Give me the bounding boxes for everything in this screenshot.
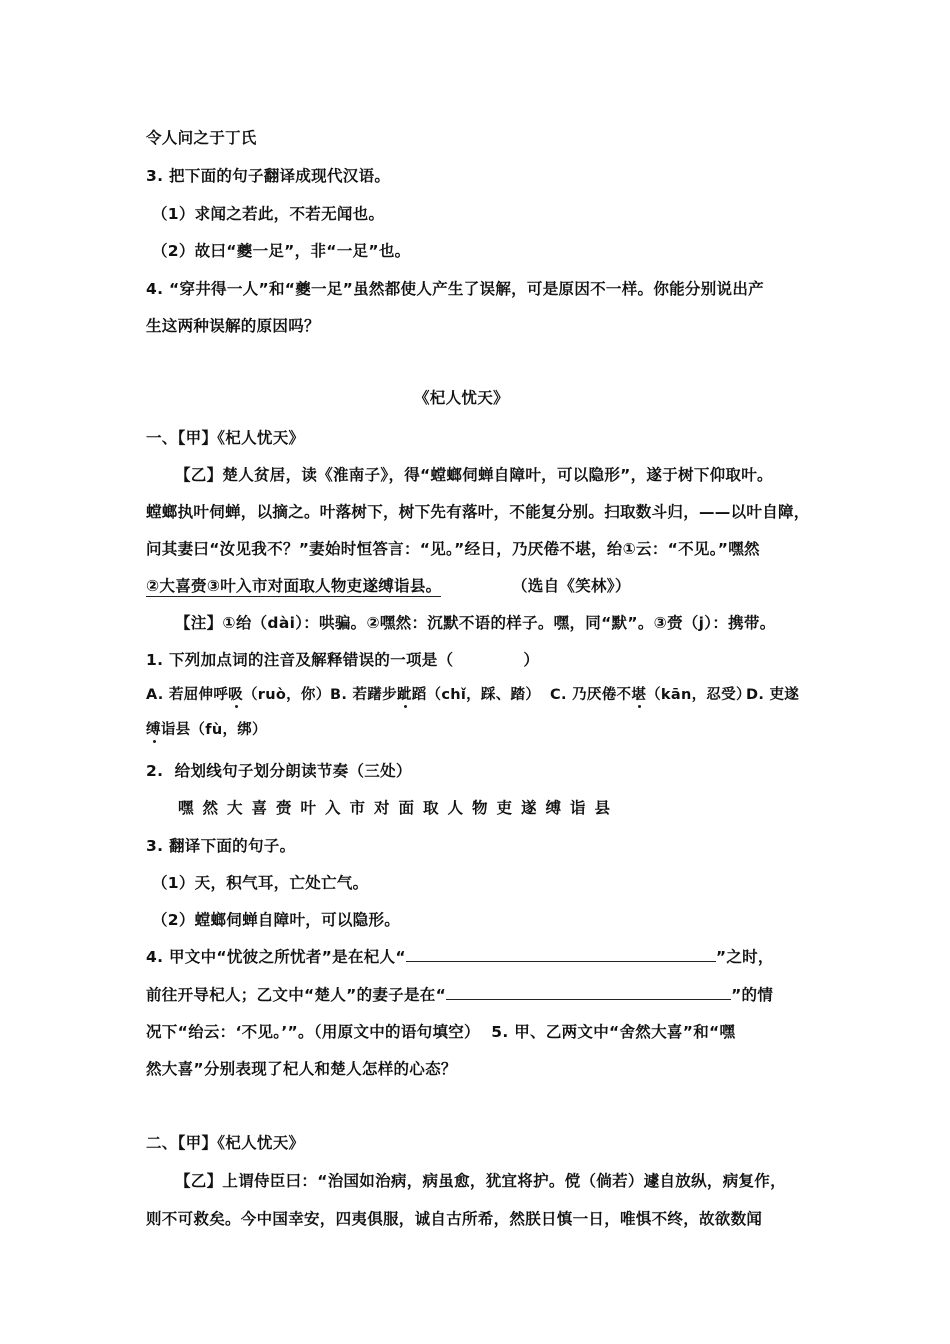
option-d-cont: 缚诣县（fù，绑） — [146, 722, 267, 738]
option-a: A. 若屈伸呼吸（ruò，你） — [146, 687, 331, 703]
option-d: D. 吏遂 — [746, 687, 800, 703]
sentence-2: （2）故曰“夔一足”，非“一足”也。 — [152, 242, 411, 260]
question-1: 1. 下列加点词的注音及解释错误的一项是（ ） — [146, 651, 540, 669]
text-line: 令人问之于丁氏 — [146, 129, 257, 147]
question-4b-cont: 前往开导杞人；乙文中“楚人”的妻子是在“ ”的情 — [146, 986, 774, 1004]
passage-line: ②大喜赍③叶入市对面取人物吏遂缚诣县。 — [146, 577, 442, 595]
question-5-cont: 然大喜”分别表现了杞人和楚人怎样的心态？ — [146, 1060, 457, 1078]
answer-blank[interactable] — [406, 947, 716, 962]
passage-line: 则不可救矣。今中国幸安，四夷俱服，诚自古所希，然朕日慎一日，唯惧不终，故欲数闻 — [146, 1210, 763, 1228]
question-3b: 3. 翻译下面的句子。 — [146, 837, 296, 855]
sentence-2b: （2）螳螂伺蝉自障叶，可以隐形。 — [152, 911, 401, 929]
option-b: B. 若躇步跐蹈（chǐ，踩、踏） — [330, 687, 541, 703]
options-line — [146, 685, 331, 705]
option-c: C. 乃厌倦不堪（kān，忍受） — [550, 687, 751, 703]
section-one-heading: 一、【甲】《杞人忧天》 — [146, 429, 305, 447]
question-3: 3. 把下面的句子翻译成现代汉语。 — [146, 167, 391, 185]
question-4: 4. “穿井得一人”和“夔一足”虽然都使人产生了误解，可是原因不一样。你能分别说出产 — [146, 280, 764, 298]
passage-line: 问其妻曰“汝见我不？”妻始时恒答言：“见。”经日，乃厌倦不堪，绐①云：“不见。”嘿然 — [146, 540, 760, 558]
passage-source: （选自《笑林》） — [512, 577, 631, 595]
question-4-cont: 生这两种误解的原因吗？ — [146, 317, 320, 335]
rhythm-sentence: 嘿然大喜赍叶入市对面取人物吏遂缚诣县 — [178, 799, 620, 817]
sentence-1: （1）求闻之若此，不若无闻也。 — [152, 205, 385, 223]
section-title: 《杞人忧天》 — [414, 389, 509, 407]
passage-line: 【乙】上谓侍臣曰：“治国如治病，病虽愈，犹宜将护。傥（倘若）遽自放纵，病复作， — [175, 1172, 786, 1190]
question-2: 2. 给划线句子划分朗读节奏（三处） — [146, 762, 412, 780]
section-two-heading: 二、【甲】《杞人忧天》 — [146, 1134, 305, 1152]
sentence-1b: （1）天，积气耳，亡处亡气。 — [152, 874, 369, 892]
question-5: 况下“绐云：‘不见。’”。（用原文中的语句填空） 5. 甲、乙两文中“舍然大喜”和“嘿 — [146, 1023, 736, 1041]
passage-line: 【乙】楚人贫居，读《淮南子》，得“螳螂伺蝉自障叶，可以隐形”，遂于树下仰取叶。 — [175, 466, 773, 484]
passage-line: 螳螂执叶伺蝉，以摘之。叶落树下，树下先有落叶，不能复分别。扫取数斗归，——以叶自障， — [146, 503, 810, 521]
answer-blank[interactable] — [446, 985, 731, 1000]
question-4b: 4. 甲文中“忧彼之所忧者”是在杞人“ ”之时， — [146, 948, 774, 966]
annotation: 【注】①绐（dài）：哄骗。②嘿然：沉默不语的样子。嘿，同“默”。③赍（j）：携带。 — [175, 614, 776, 632]
